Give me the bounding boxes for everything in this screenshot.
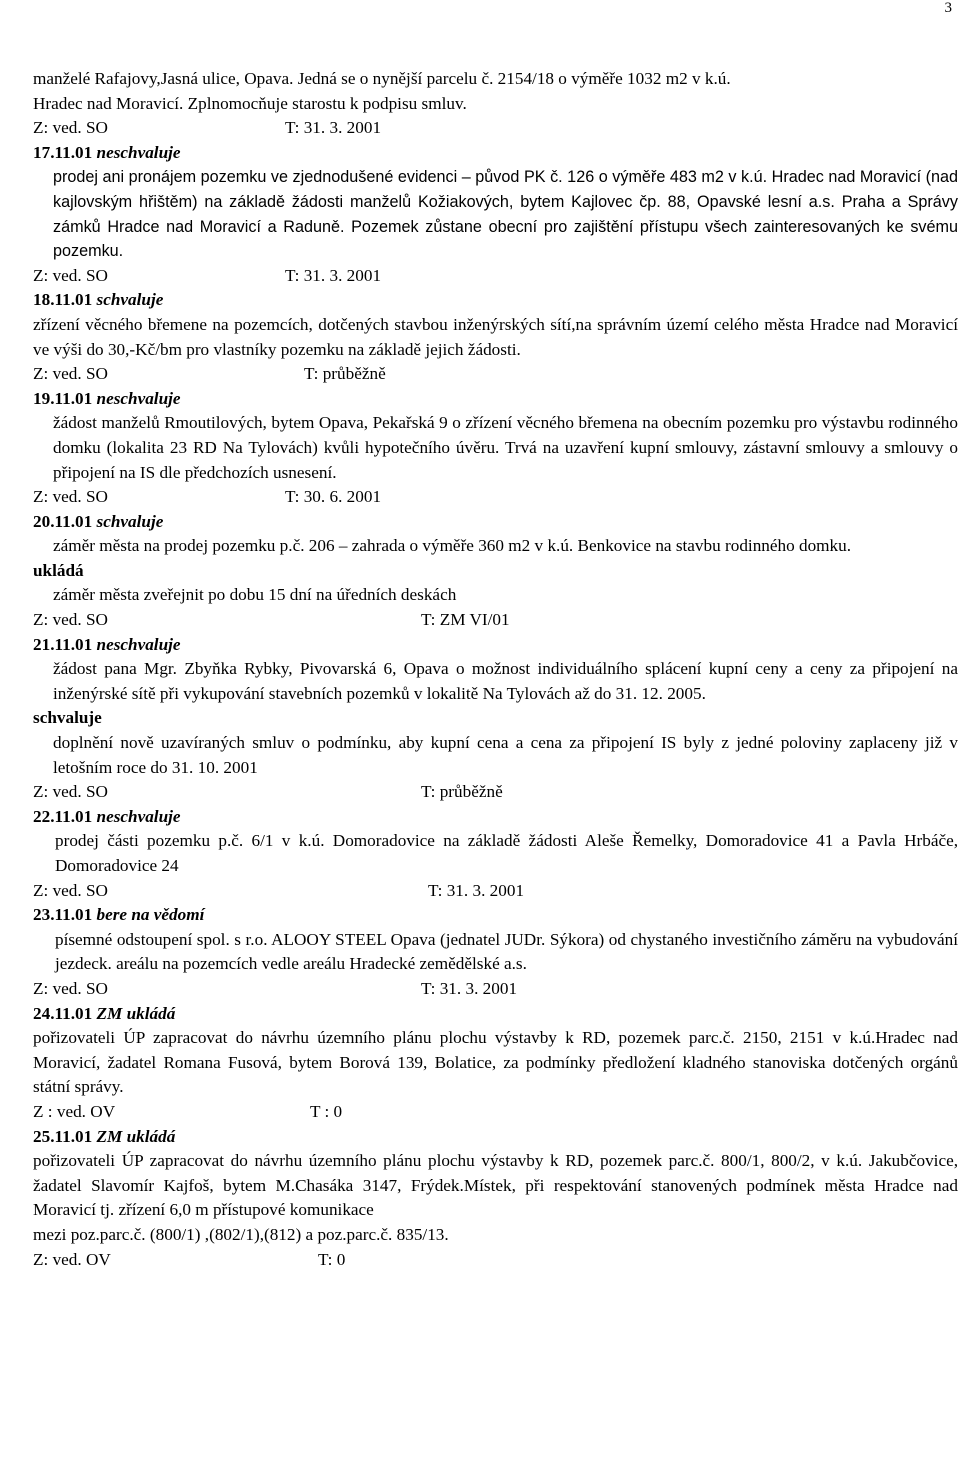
resolution-18 <box>33 288 958 386</box>
intro-line-2: Hradec nad Moravicí. Zplnomocňuje starostu k podpisu smluv. <box>33 93 467 113</box>
resolution-text: zřízení věcného břemene na pozemcích, dotčených stavbou inženýrských sítí,na správním území celého města Hradce nad Moravicí ve výši do 30,-Kč/bm pro vlastníky pozemku na základě jejich žádosti. <box>33 314 958 359</box>
resolution-text: písemné odstoupení spol. s r.o. ALOOY STEEL Opava (jednatel JUDr. Sýkora) od chystaného investičního záměru na vybudování jezdeck. areálu na pozemcích vedle areálu Hradecké zemědělské a.s. <box>55 929 958 974</box>
sub-resolution-text: doplnění nově uzavíraných smluv o podmínku, aby kupní cena a cena za připojení IS byly z jedné poloviny zaplaceny již v letošním roce do 31. 10. 2001 <box>53 733 958 777</box>
resolution-20 <box>33 510 958 633</box>
sub-resolution-text: záměr města zveřejnit po dobu 15 dní na úředních deskách <box>53 585 457 605</box>
responsible-label: Z: ved. SO <box>33 118 108 138</box>
resolution-text: pořizovateli ÚP zapracovat do návrhu územního plánu plochu výstavby k RD, pozemek parc.č. 800/1, 800/2, v k.ú. Jakubčovice, žadatel Slavomír Kajfoš, bytem M.Chasáka 3147, Frýdek.Místek, při respektování stanovených podmínek města Hradce nad Moravicí tj. zřízení 6,0 m přístupové komunikace <box>33 1151 958 1220</box>
resolution-number: 25.11.01 <box>33 1126 93 1146</box>
resolution-verb: neschvaluje <box>96 142 181 162</box>
resolution-verb: schvaluje <box>96 290 164 310</box>
resolution-number: 21.11.01 <box>33 634 93 654</box>
responsible-label: Z: ved. OV <box>33 1249 111 1269</box>
deadline-label: T: průběžně <box>421 782 503 802</box>
resolution-22 <box>33 805 958 903</box>
responsibility-row <box>33 264 958 289</box>
deadline-label: T: 30. 6. 2001 <box>285 487 382 507</box>
responsibility-row <box>33 879 958 904</box>
intro-responsibility-row <box>33 116 958 141</box>
resolution-text: žádost pana Mgr. Zbyňka Rybky, Pivovarská 6, Opava o možnost individuálního splácení kupní ceny a ceny za připojení na inženýrské sítě při vykupování stavebních pozemků v lokalitě Na Tylovách až do 31. 12. 2005. <box>53 659 958 703</box>
responsible-label: Z: ved. SO <box>33 487 108 507</box>
resolution-text: žádost manželů Rmoutilových, bytem Opava, Pekařská 9 o zřízení věcného břemena na obecním pozemku pro výstavbu rodinného domku (lokalita 23 RD Na Tylovách) kvůli hypotečního úvěru. Trvá na uzavření kupní smlouvy, zástavní smlouvy a smlouvy o připojení na IS dle předchozích usnesení. <box>53 413 958 482</box>
deadline-label: T : 0 <box>310 1101 343 1121</box>
resolution-verb: ZM ukládá <box>96 1126 176 1146</box>
resolution-number: 19.11.01 <box>33 388 93 408</box>
responsibility-row <box>33 780 958 805</box>
resolution-number: 18.11.01 <box>33 290 93 310</box>
responsible-label: Z : ved. OV <box>33 1101 116 1121</box>
resolution-text: záměr města na prodej pozemku p.č. 206 – zahrada o výměře 360 m2 v k.ú. Benkovice na stavbu rodinného domku. <box>53 536 852 556</box>
resolution-24 <box>33 1002 958 1125</box>
responsible-label: Z: ved. SO <box>33 610 108 630</box>
responsibility-row <box>33 485 958 510</box>
resolution-verb: bere na vědomí <box>96 905 205 925</box>
resolution-17 <box>33 141 958 289</box>
sub-resolution-verb: ukládá <box>33 560 84 580</box>
deadline-label: T: 31. 3. 2001 <box>428 880 525 900</box>
responsibility-row <box>33 1100 958 1125</box>
deadline-label: T: 31. 3. 2001 <box>421 978 518 998</box>
resolution-verb: neschvaluje <box>96 388 181 408</box>
document-body <box>33 67 958 1272</box>
resolution-23 <box>33 903 958 1001</box>
resolution-number: 22.11.01 <box>33 806 93 826</box>
resolution-25 <box>33 1125 958 1273</box>
responsible-label: Z: ved. SO <box>33 364 108 384</box>
sub-resolution-verb: schvaluje <box>33 708 102 728</box>
resolution-21 <box>33 633 958 805</box>
responsibility-row <box>33 608 958 633</box>
resolution-text: prodej ani pronájem pozemku ve zjednodušené evidenci – původ PK č. 126 o výměře 483 m2 v k.ú. Hradec nad Moravicí (nad kajlovským hřištěm) na základě žádosti manželů Kožiakových, bytem Kajlovec čp. 88, Opavské lesní a.s. Praha a Správy zámků Hradce nad Moravicí a Raduně. Pozemek zůstane obecní pro zajištění přístupu všech zainteresovaných ke svému pozemku. <box>53 168 958 261</box>
deadline-label: T: 0 <box>318 1249 346 1269</box>
responsibility-row <box>33 362 958 387</box>
resolution-text-continued: mezi poz.parc.č. (800/1) ,(802/1),(812) a poz.parc.č. 835/13. <box>33 1224 449 1244</box>
resolution-verb: neschvaluje <box>96 634 181 654</box>
responsible-label: Z: ved. SO <box>33 782 108 802</box>
resolution-text: prodej části pozemku p.č. 6/1 v k.ú. Domoradovice na základě žádosti Aleše Řemelky, Domoradovice 41 a Pavla Hrbáče, Domoradovice 24 <box>55 831 958 875</box>
deadline-label: T: 31. 3. 2001 <box>285 265 382 285</box>
intro-line-1: manželé Rafajovy,Jasná ulice, Opava. Jedná se o nynější parcelu č. 2154/18 o výměře 1032 m2 v k.ú. <box>33 69 731 88</box>
resolution-verb: ZM ukládá <box>96 1003 176 1023</box>
responsible-label: Z: ved. SO <box>33 978 108 998</box>
resolution-verb: neschvaluje <box>96 806 181 826</box>
deadline-label: T: 31. 3. 2001 <box>285 118 382 138</box>
responsibility-row <box>33 1248 958 1273</box>
resolution-verb: schvaluje <box>96 511 164 531</box>
deadline-label: T: průběžně <box>304 364 386 384</box>
resolution-number: 24.11.01 <box>33 1003 93 1023</box>
resolution-text: pořizovateli ÚP zapracovat do návrhu územního plánu plochu výstavby k RD, pozemek parc.č. 2150, 2151 v k.ú.Hradec nad Moravicí, žadatel Romana Fusová, bytem Borová 139, Bolatice, za podmínky předložení kladného stanoviska dotčených orgánů státní správy. <box>33 1028 958 1097</box>
resolution-number: 20.11.01 <box>33 511 93 531</box>
resolution-number: 17.11.01 <box>33 142 93 162</box>
resolution-number: 23.11.01 <box>33 905 93 925</box>
responsible-label: Z: ved. SO <box>33 265 108 285</box>
resolution-19 <box>33 387 958 510</box>
responsible-label: Z: ved. SO <box>33 880 108 900</box>
deadline-label: T: ZM VI/01 <box>421 610 510 630</box>
page-number: 3 <box>944 0 952 16</box>
responsibility-row <box>33 977 958 1002</box>
